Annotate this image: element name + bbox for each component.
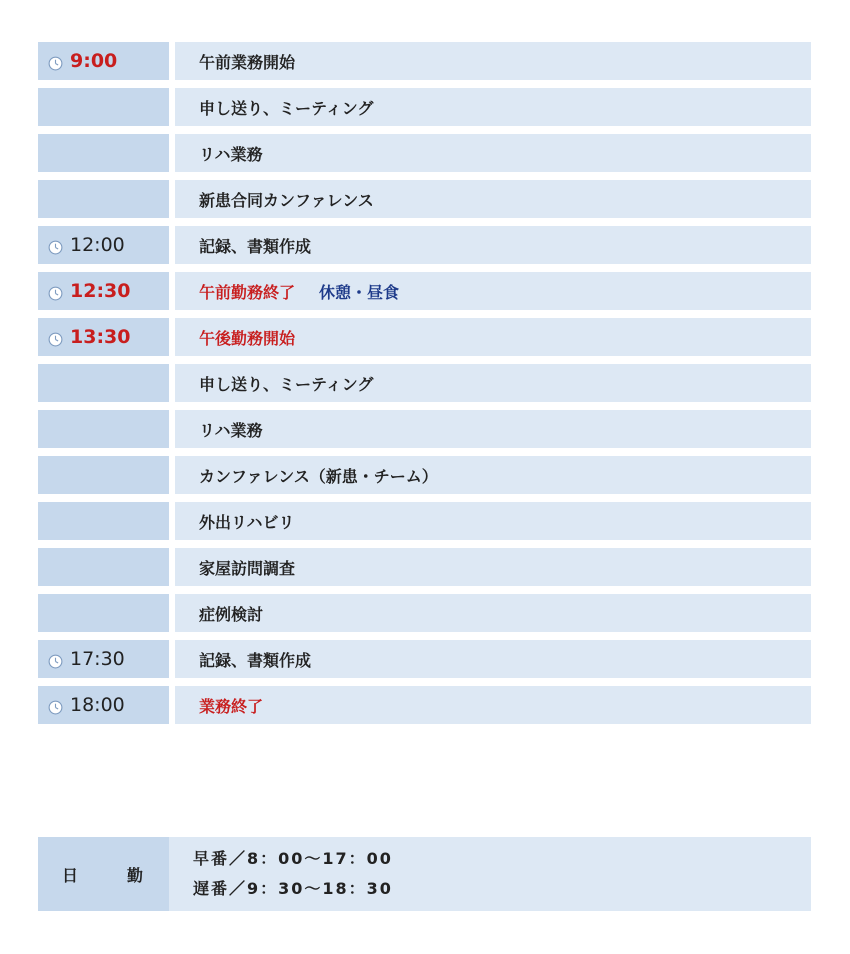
- late-shift-hours: 遅番／9：30〜18：30: [193, 879, 393, 898]
- schedule-task: リハ業務: [199, 420, 263, 440]
- clock-icon: [48, 330, 63, 345]
- schedule-row: [38, 180, 811, 218]
- clock-icon: [48, 238, 63, 253]
- shift-times: [169, 837, 811, 911]
- schedule-time-cell: [38, 42, 169, 80]
- schedule-task: 記録、書類作成: [199, 650, 312, 670]
- schedule-task-cell: [175, 456, 811, 494]
- schedule-row: [38, 226, 811, 264]
- schedule-task-cell: [175, 88, 811, 126]
- schedule-time-cell: [38, 548, 169, 586]
- schedule-row: [38, 318, 811, 356]
- schedule-task-note: 休憩・昼食: [319, 282, 400, 302]
- schedule-time-cell: [38, 318, 169, 356]
- schedule-time-cell: [38, 640, 169, 678]
- schedule-row: [38, 502, 811, 540]
- schedule-task-cell: [175, 364, 811, 402]
- schedule-time: 13:30: [70, 326, 131, 348]
- clock-icon: [48, 652, 63, 667]
- schedule-task-cell: [175, 42, 811, 80]
- schedule-time: 17:30: [70, 648, 125, 670]
- schedule-task: 午前勤務終了: [199, 282, 296, 302]
- shift-label: [38, 837, 169, 911]
- schedule-time-cell: [38, 364, 169, 402]
- schedule-task: 午前業務開始: [199, 52, 296, 72]
- schedule-time-cell: [38, 226, 169, 264]
- schedule-task-cell: [175, 410, 811, 448]
- schedule-row: [38, 410, 811, 448]
- schedule-task: 業務終了: [199, 696, 264, 716]
- schedule-time: 12:30: [70, 280, 131, 302]
- schedule-row: [38, 272, 811, 310]
- schedule-task: 家屋訪問調査: [199, 558, 296, 578]
- schedule-time-cell: [38, 686, 169, 724]
- schedule-task-cell: [175, 226, 811, 264]
- schedule-task: 症例検討: [199, 604, 264, 624]
- schedule-time-cell: [38, 180, 169, 218]
- schedule-task-cell: [175, 180, 811, 218]
- schedule-time-cell: [38, 456, 169, 494]
- schedule-time: 18:00: [70, 694, 125, 716]
- shift-label-left: 日: [62, 865, 79, 885]
- schedule-task-cell: [175, 640, 811, 678]
- schedule-task: 申し送り、ミーティング: [199, 374, 374, 394]
- schedule-row: [38, 364, 811, 402]
- schedule-time-cell: [38, 88, 169, 126]
- clock-icon: [48, 284, 63, 299]
- schedule-row: [38, 594, 811, 632]
- shift-hours-table: [38, 837, 811, 911]
- schedule-task-cell: [175, 594, 811, 632]
- clock-icon: [48, 54, 63, 69]
- shift-label-right: 勤: [126, 865, 143, 885]
- clock-icon: [48, 698, 63, 713]
- schedule-row: [38, 134, 811, 172]
- schedule-time-cell: [38, 594, 169, 632]
- schedule-task-cell: [175, 686, 811, 724]
- schedule-time-cell: [38, 134, 169, 172]
- schedule-time-cell: [38, 272, 169, 310]
- early-shift-hours: 早番／8：00〜17：00: [193, 849, 393, 868]
- schedule-task: 外出リハビリ: [199, 512, 295, 532]
- schedule-task: 申し送り、ミーティング: [199, 98, 374, 118]
- schedule-row: [38, 88, 811, 126]
- schedule-task: 新患合同カンファレンス: [199, 190, 374, 210]
- schedule-row: [38, 548, 811, 586]
- schedule-row: [38, 42, 811, 80]
- schedule-task-cell: [175, 272, 811, 310]
- schedule-task-cell: [175, 318, 811, 356]
- schedule-task: 午後勤務開始: [199, 328, 296, 348]
- schedule-time-cell: [38, 410, 169, 448]
- schedule-task: リハ業務: [199, 144, 263, 164]
- schedule-time: 9:00: [70, 50, 118, 72]
- schedule-row: [38, 456, 811, 494]
- schedule-row: [38, 640, 811, 678]
- schedule-task: カンファレンス（新患・チーム）: [199, 466, 438, 486]
- daily-schedule-table: [38, 42, 811, 732]
- schedule-row: [38, 686, 811, 724]
- schedule-time-cell: [38, 502, 169, 540]
- schedule-task: 記録、書類作成: [199, 236, 312, 256]
- schedule-task-cell: [175, 134, 811, 172]
- schedule-task-cell: [175, 548, 811, 586]
- schedule-time: 12:00: [70, 234, 125, 256]
- schedule-task-cell: [175, 502, 811, 540]
